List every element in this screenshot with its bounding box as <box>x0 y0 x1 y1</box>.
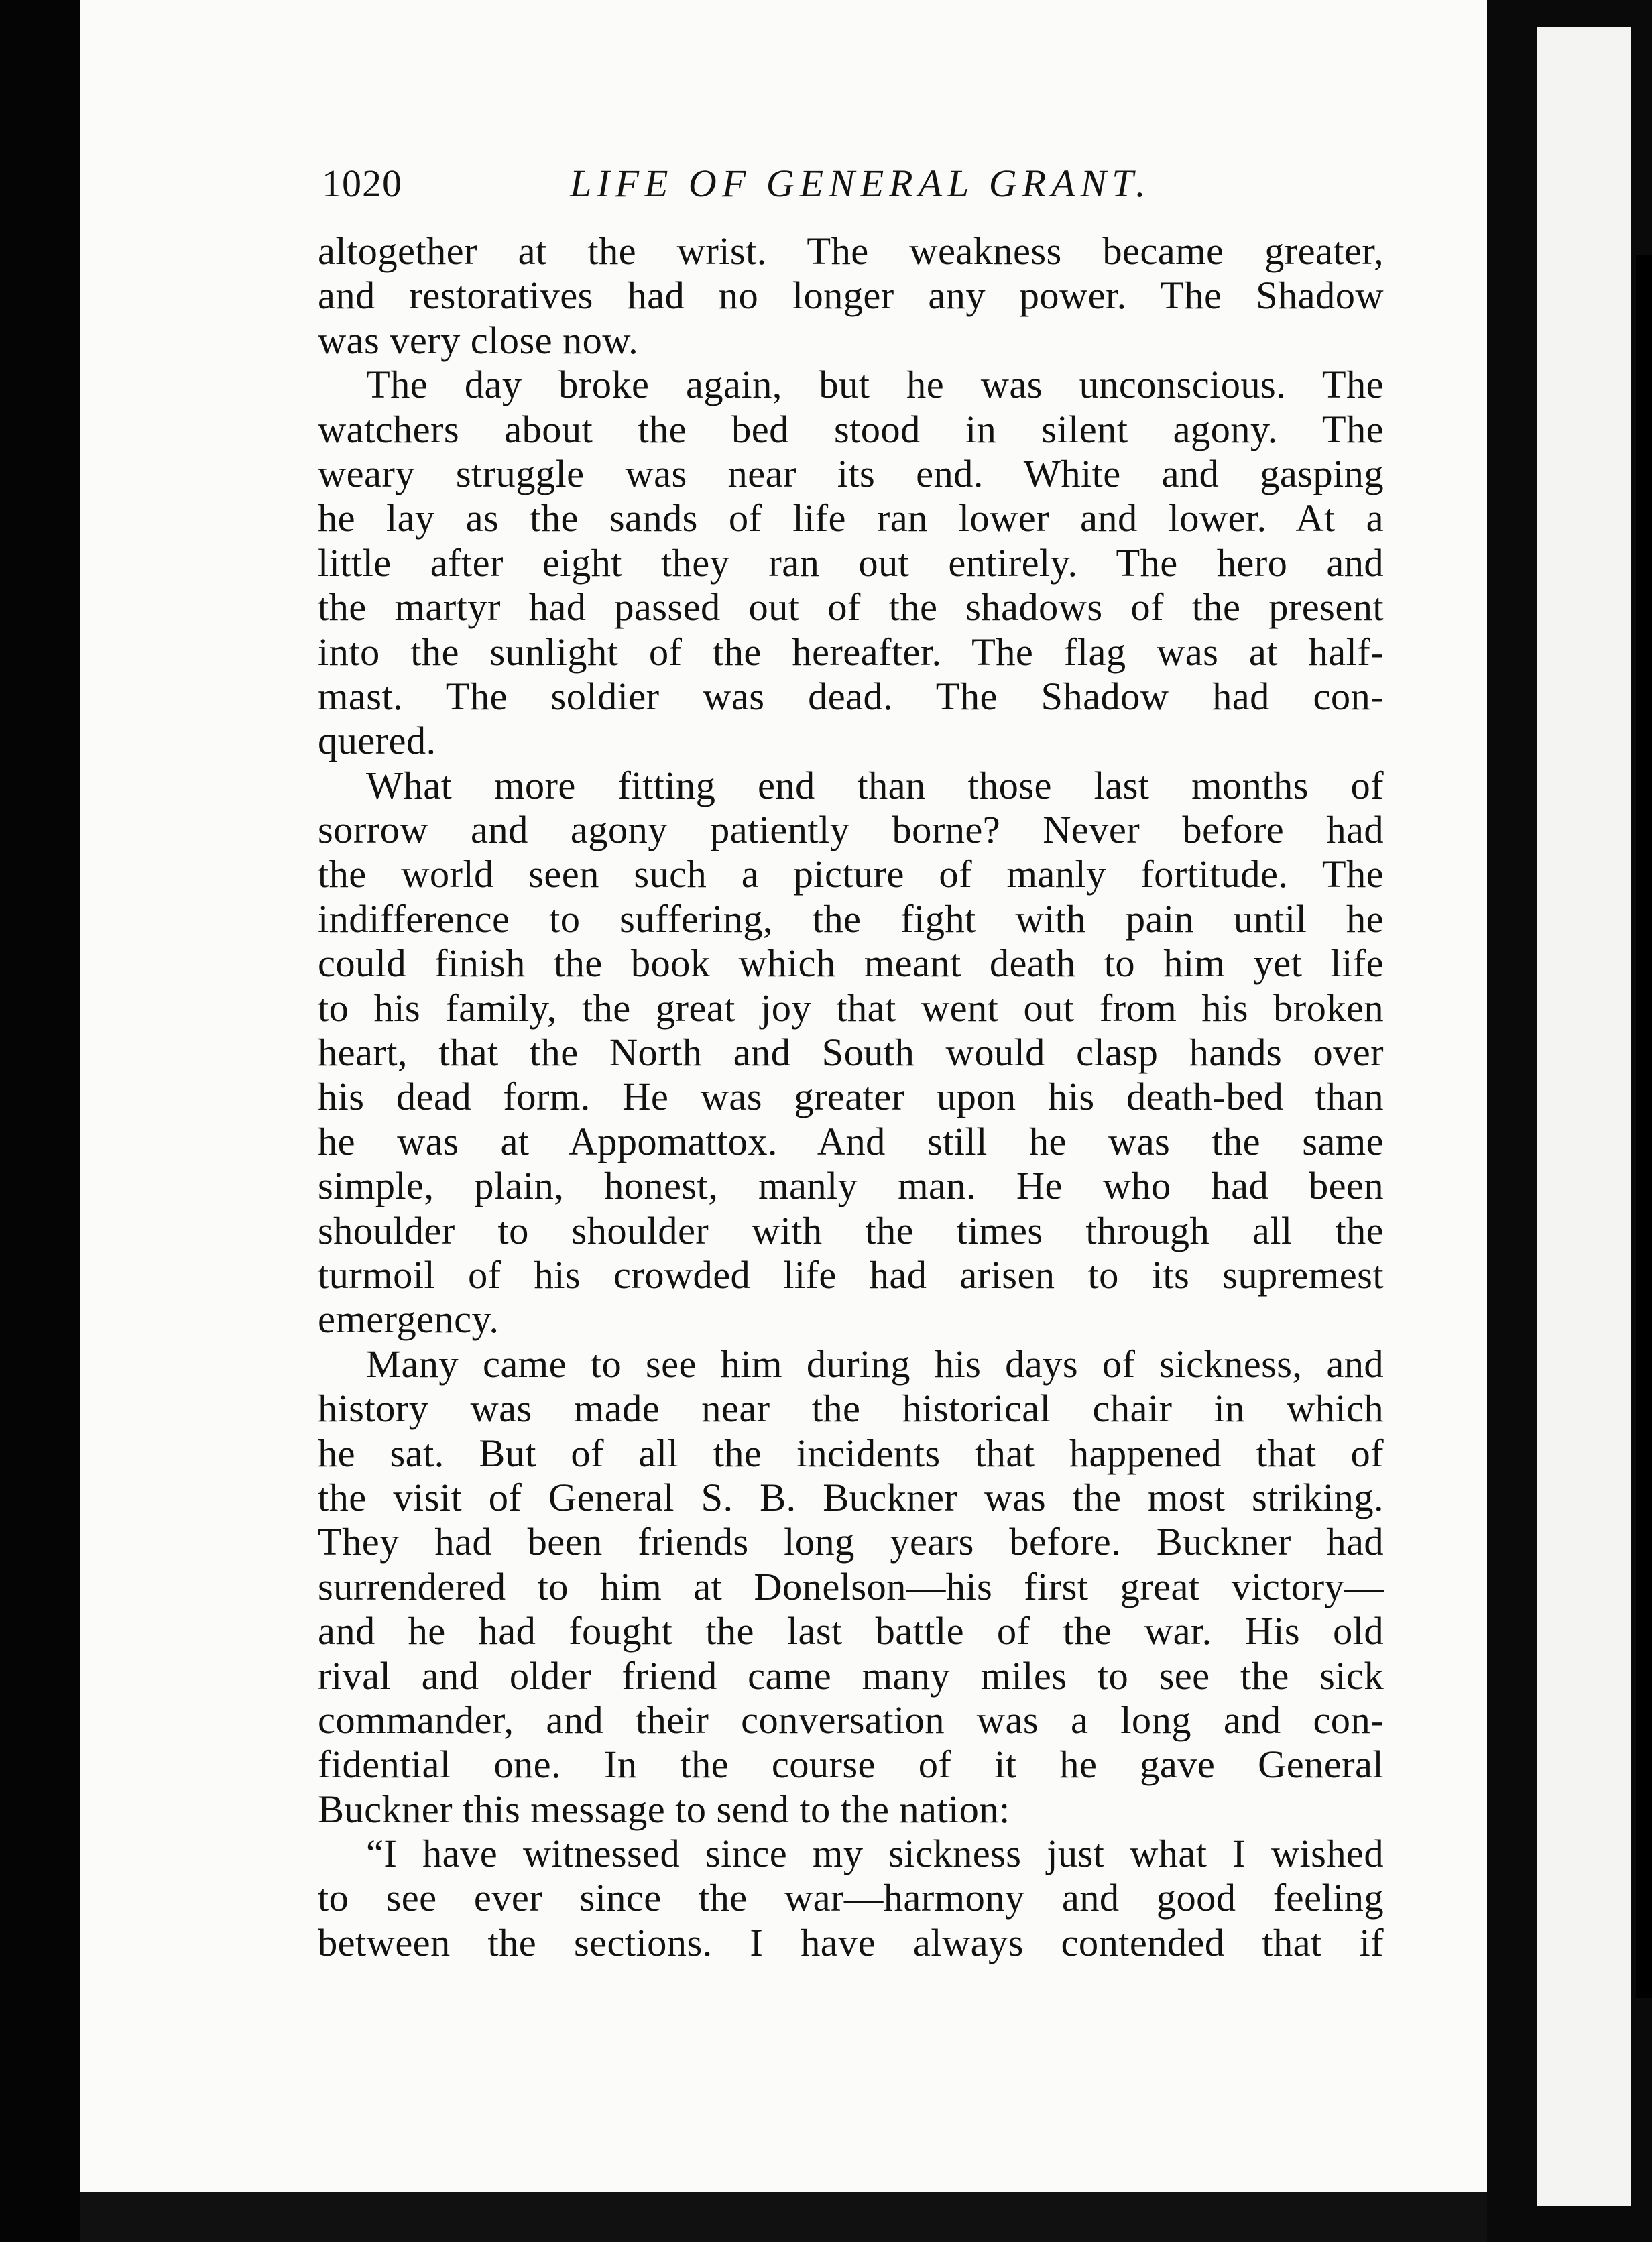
text-line: surrendered to him at Donelson—his first great victory— <box>318 1564 1384 1608</box>
text-line: the visit of General S. B. Buckner was the most striking. <box>318 1475 1384 1519</box>
text-line: “I have witnessed since my sickness just what I wished <box>366 1832 1384 1876</box>
running-head <box>322 161 1381 215</box>
text-line: What more fitting end than those last months of <box>366 763 1384 807</box>
text-line: he sat. But of all the incidents that happened that of <box>318 1431 1384 1475</box>
text-line: between the sections. I have always contended that if <box>318 1920 1384 1964</box>
scan-border-left <box>0 0 80 2242</box>
text-line: he lay as the sands of life ran lower and lower. At a <box>318 496 1384 540</box>
text-line: They had been friends long years before. Buckner had <box>318 1520 1384 1564</box>
text-line: the world seen such a picture of manly fortitude. The <box>318 852 1384 896</box>
text-line: the martyr had passed out of the shadows of the present <box>318 585 1384 630</box>
text-line: he was at Appomattox. And still he was the same <box>318 1119 1384 1163</box>
page-number: 1020 <box>322 162 402 205</box>
text-line: into the sunlight of the hereafter. The flag was at half- <box>318 630 1384 674</box>
text-line: weary struggle was near its end. White and gasping <box>318 451 1384 495</box>
text-line: indifference to suffering, the fight with pain until he <box>318 896 1384 941</box>
text-line: and he had fought the last battle of the war. His old <box>318 1609 1384 1653</box>
text-line: history was made near the historical chair in which <box>318 1386 1384 1431</box>
text-line: his dead form. He was greater upon his death-bed than <box>318 1075 1384 1119</box>
text-line: rival and older friend came many miles to see the sick <box>318 1653 1384 1698</box>
running-title: LIFE OF GENERAL GRANT. <box>570 162 1151 205</box>
text-line: The day broke again, but he was unconscious. The <box>366 363 1384 407</box>
text-line: sorrow and agony patiently borne? Never before had <box>318 808 1384 852</box>
body-text <box>318 229 1384 1965</box>
adjacent-page-edge <box>1537 27 1631 2206</box>
text-line: Many came to see him during his days of sickness, and <box>366 1342 1384 1386</box>
text-line: emergency. <box>318 1297 499 1342</box>
text-line: heart, that the North and South would clasp hands over <box>318 1030 1384 1075</box>
text-line: quered. <box>318 719 436 763</box>
text-line: mast. The soldier was dead. The Shadow had con- <box>318 674 1384 718</box>
text-line: watchers about the bed stood in silent agony. The <box>318 407 1384 451</box>
text-line: was very close now. <box>318 318 639 362</box>
text-line: altogether at the wrist. The weakness became greater, <box>318 229 1384 273</box>
scan-border-bottom <box>80 2192 1487 2242</box>
adjacent-page-rule <box>1636 255 1652 1998</box>
text-line: commander, and their conversation was a long and con- <box>318 1698 1384 1742</box>
text-line: to his family, the great joy that went out from his broken <box>318 986 1384 1030</box>
text-line: to see ever since the war—harmony and good feeling <box>318 1876 1384 1920</box>
text-line: little after eight they ran out entirely. The hero and <box>318 540 1384 585</box>
text-line: Buckner this message to send to the nation: <box>318 1787 1010 1831</box>
text-line: fidential one. In the course of it he gave General <box>318 1743 1384 1787</box>
text-line: could finish the book which meant death to him yet life <box>318 941 1384 986</box>
text-line: simple, plain, honest, manly man. He who had been <box>318 1164 1384 1208</box>
text-line: turmoil of his crowded life had arisen to its supremest <box>318 1252 1384 1297</box>
text-line: shoulder to shoulder with the times through all the <box>318 1208 1384 1252</box>
text-line: and restoratives had no longer any power. The Shadow <box>318 274 1384 318</box>
